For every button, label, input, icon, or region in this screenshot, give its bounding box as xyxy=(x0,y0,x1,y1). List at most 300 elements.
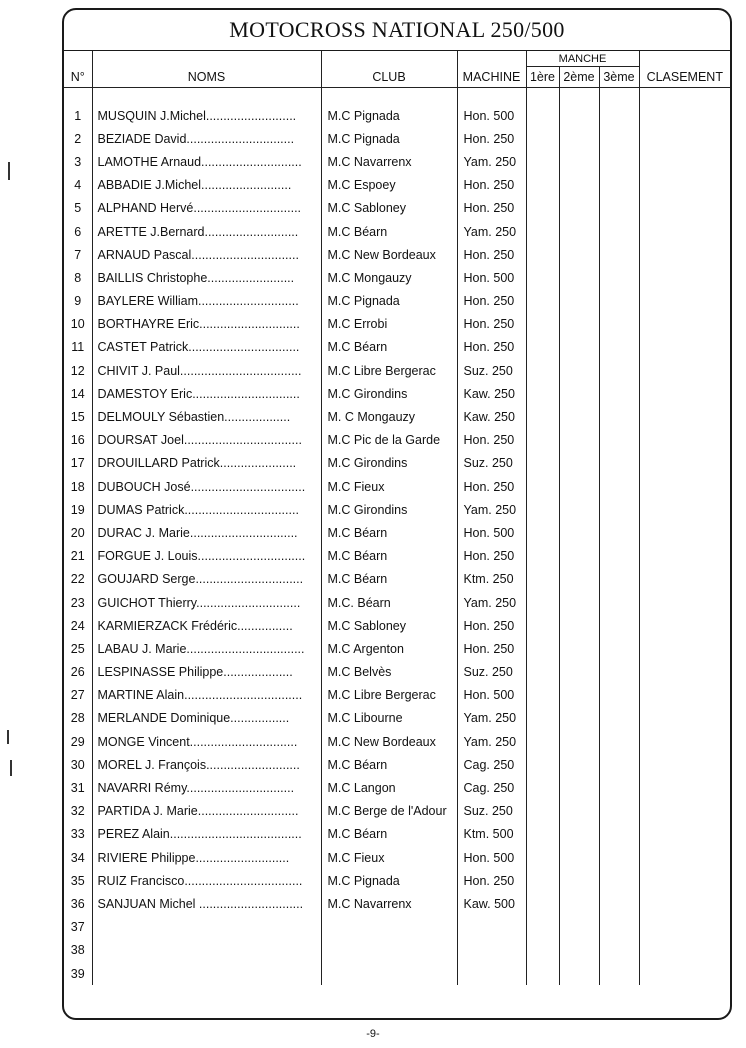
table-row xyxy=(64,290,730,313)
page-title xyxy=(64,10,730,51)
table-row xyxy=(64,429,730,452)
cell-manche-3 xyxy=(599,475,639,498)
cell-manche-2 xyxy=(559,405,599,428)
cell-classement xyxy=(639,150,730,173)
cell-classement xyxy=(639,336,730,359)
cell-nom xyxy=(92,962,321,985)
cell-manche-2 xyxy=(559,869,599,892)
cell-nom: MERLANDE Dominique................. xyxy=(92,707,321,730)
cell-club: M.C New Bordeaux xyxy=(321,730,457,753)
cell-club: M.C Girondins xyxy=(321,498,457,521)
cell-machine: Suz. 250 xyxy=(457,661,526,684)
cell-classement xyxy=(639,127,730,150)
table-row xyxy=(64,359,730,382)
cell-club: M.C Béarn xyxy=(321,521,457,544)
cell-machine: Hon. 250 xyxy=(457,545,526,568)
cell-manche-2 xyxy=(559,382,599,405)
cell-manche-3 xyxy=(599,104,639,127)
cell-classement xyxy=(639,220,730,243)
table-body xyxy=(64,88,730,986)
cell-nom: ARNAUD Pascal............................... xyxy=(92,243,321,266)
cell-manche-2 xyxy=(559,568,599,591)
cell-manche-2 xyxy=(559,174,599,197)
cell-manche-1 xyxy=(526,498,559,521)
cell-manche-2 xyxy=(559,800,599,823)
header-club: CLUB xyxy=(321,67,457,88)
cell-nom: MARTINE Alain.................................. xyxy=(92,684,321,707)
cell-nom: KARMIERZACK Frédéric................ xyxy=(92,614,321,637)
cell-manche-2 xyxy=(559,127,599,150)
page-title-text: MOTOCROSS NATIONAL 250/500 xyxy=(229,17,565,42)
cell-machine: Cag. 250 xyxy=(457,753,526,776)
cell-club: M.C Libourne xyxy=(321,707,457,730)
header-manche-2: 2ème xyxy=(559,67,599,88)
cell-num: 19 xyxy=(70,502,85,517)
cell-nom: PEREZ Alain...................................... xyxy=(92,823,321,846)
cell-manche-3 xyxy=(599,197,639,220)
cell-classement xyxy=(639,104,730,127)
cell-manche-1 xyxy=(526,707,559,730)
header-row xyxy=(64,67,730,88)
cell-num: 4 xyxy=(74,178,82,193)
cell-manche-3 xyxy=(599,452,639,475)
cell-manche-1 xyxy=(526,104,559,127)
cell-manche-3 xyxy=(599,800,639,823)
cell-num: 35 xyxy=(70,873,85,888)
cell-manche-2 xyxy=(559,498,599,521)
cell-manche-2 xyxy=(559,220,599,243)
cell-machine: Hon. 250 xyxy=(457,336,526,359)
cell-nom: BEZIADE David............................... xyxy=(92,127,321,150)
cell-classement xyxy=(639,243,730,266)
cell-club: M.C Navarrenx xyxy=(321,150,457,173)
table-row xyxy=(64,637,730,660)
cell-manche-2 xyxy=(559,150,599,173)
cell-club: M.C Girondins xyxy=(321,382,457,405)
cell-manche-2 xyxy=(559,916,599,939)
cell-manche-1 xyxy=(526,290,559,313)
cell-classement xyxy=(639,568,730,591)
cell-machine: Suz. 250 xyxy=(457,452,526,475)
cell-manche-2 xyxy=(559,730,599,753)
cell-nom: RUIZ Francisco.................................. xyxy=(92,869,321,892)
cell-classement xyxy=(639,405,730,428)
cell-classement xyxy=(639,661,730,684)
cell-num: 16 xyxy=(70,433,85,448)
cell-manche-1 xyxy=(526,521,559,544)
table-row xyxy=(64,475,730,498)
cell-club xyxy=(321,962,457,985)
cell-club: M.C Argenton xyxy=(321,637,457,660)
cell-manche-1 xyxy=(526,753,559,776)
header-num: N° xyxy=(64,67,92,88)
cell-manche-3 xyxy=(599,405,639,428)
cell-classement xyxy=(639,637,730,660)
cell-machine xyxy=(457,962,526,985)
cell-num: 12 xyxy=(70,363,85,378)
cell-nom xyxy=(92,916,321,939)
table-row xyxy=(64,150,730,173)
cell-num: 11 xyxy=(71,340,85,355)
table-row xyxy=(64,266,730,289)
cell-club: M.C Pignada xyxy=(321,104,457,127)
cell-num: 23 xyxy=(70,595,85,610)
cell-nom: LESPINASSE Philippe.................... xyxy=(92,661,321,684)
cell-manche-1 xyxy=(526,405,559,428)
cell-manche-3 xyxy=(599,290,639,313)
cell-machine xyxy=(457,939,526,962)
cell-manche-2 xyxy=(559,684,599,707)
table-row xyxy=(64,104,730,127)
cell-manche-1 xyxy=(526,939,559,962)
cell-manche-1 xyxy=(526,776,559,799)
cell-classement xyxy=(639,800,730,823)
cell-manche-2 xyxy=(559,591,599,614)
cell-classement xyxy=(639,197,730,220)
cell-manche-2 xyxy=(559,336,599,359)
cell-num: 17 xyxy=(70,456,85,471)
header-manche-3: 3ème xyxy=(599,67,639,88)
cell-num: 31 xyxy=(70,781,85,796)
cell-classement xyxy=(639,707,730,730)
cell-club: M.C Pignada xyxy=(321,869,457,892)
cell-manche-1 xyxy=(526,313,559,336)
cell-manche-3 xyxy=(599,521,639,544)
cell-manche-3 xyxy=(599,220,639,243)
cell-nom: ABBADIE J.Michel.......................... xyxy=(92,174,321,197)
cell-classement xyxy=(639,869,730,892)
cell-num: 18 xyxy=(70,479,85,494)
cell-manche-1 xyxy=(526,243,559,266)
cell-club xyxy=(321,916,457,939)
cell-manche-3 xyxy=(599,753,639,776)
cell-machine: Yam. 250 xyxy=(457,707,526,730)
table-row xyxy=(64,661,730,684)
cell-club: M.C New Bordeaux xyxy=(321,243,457,266)
cell-nom: SANJUAN Michel .............................. xyxy=(92,892,321,915)
cell-classement xyxy=(639,776,730,799)
table-row xyxy=(64,336,730,359)
cell-num: 5 xyxy=(74,201,82,216)
cell-nom: BAYLERE William............................. xyxy=(92,290,321,313)
cell-manche-1 xyxy=(526,823,559,846)
cell-nom: BORTHAYRE Eric............................. xyxy=(92,313,321,336)
cell-machine: Suz. 250 xyxy=(457,359,526,382)
table-row xyxy=(64,800,730,823)
cell-classement xyxy=(639,730,730,753)
cell-nom: BAILLIS Christophe......................... xyxy=(92,266,321,289)
cell-manche-2 xyxy=(559,429,599,452)
table-row xyxy=(64,220,730,243)
cell-club: M.C Berge de l'Adour xyxy=(321,800,457,823)
cell-manche-3 xyxy=(599,545,639,568)
cell-manche-3 xyxy=(599,382,639,405)
cell-manche-1 xyxy=(526,661,559,684)
cell-manche-3 xyxy=(599,916,639,939)
cell-club: M.C Navarrenx xyxy=(321,892,457,915)
cell-classement xyxy=(639,266,730,289)
cell-nom: ARETTE J.Bernard........................... xyxy=(92,220,321,243)
cell-classement xyxy=(639,313,730,336)
cell-club: M.C Errobi xyxy=(321,313,457,336)
cell-classement xyxy=(639,452,730,475)
cell-manche-1 xyxy=(526,545,559,568)
cell-num: 33 xyxy=(70,827,85,842)
cell-manche-3 xyxy=(599,730,639,753)
cell-manche-3 xyxy=(599,359,639,382)
cell-club: M.C Béarn xyxy=(321,823,457,846)
cell-machine: Ktm. 250 xyxy=(457,568,526,591)
cell-machine: Yam. 250 xyxy=(457,498,526,521)
cell-manche-1 xyxy=(526,730,559,753)
cell-club: M.C Béarn xyxy=(321,336,457,359)
cell-manche-3 xyxy=(599,568,639,591)
cell-club: M.C. Béarn xyxy=(321,591,457,614)
cell-nom: GUICHOT Thierry.............................. xyxy=(92,591,321,614)
table-row xyxy=(64,405,730,428)
cell-manche-2 xyxy=(559,521,599,544)
cell-nom: DAMESTOY Eric............................... xyxy=(92,382,321,405)
cell-nom: GOUJARD Serge............................... xyxy=(92,568,321,591)
cell-club: M.C Sabloney xyxy=(321,614,457,637)
cell-manche-1 xyxy=(526,174,559,197)
header-manche: MANCHE xyxy=(526,51,639,67)
cell-manche-3 xyxy=(599,661,639,684)
table-row xyxy=(64,869,730,892)
table-row xyxy=(64,846,730,869)
cell-machine: Kaw. 500 xyxy=(457,892,526,915)
cell-manche-2 xyxy=(559,452,599,475)
cell-machine: Kaw. 250 xyxy=(457,382,526,405)
cell-classement xyxy=(639,823,730,846)
cell-classement xyxy=(639,614,730,637)
cell-num: 32 xyxy=(70,804,85,819)
cell-classement xyxy=(639,290,730,313)
cell-manche-3 xyxy=(599,313,639,336)
cell-club: M.C Béarn xyxy=(321,568,457,591)
cell-nom: DUMAS Patrick................................. xyxy=(92,498,321,521)
cell-manche-3 xyxy=(599,498,639,521)
cell-num: 14 xyxy=(70,386,85,401)
cell-manche-1 xyxy=(526,892,559,915)
cell-manche-3 xyxy=(599,707,639,730)
cell-num: 39 xyxy=(70,966,85,981)
cell-manche-2 xyxy=(559,776,599,799)
cell-num: 24 xyxy=(70,618,85,633)
table-row xyxy=(64,127,730,150)
cell-nom: LAMOTHE Arnaud............................. xyxy=(92,150,321,173)
cell-club: M.C Pignada xyxy=(321,290,457,313)
table-row xyxy=(64,521,730,544)
cell-classement xyxy=(639,429,730,452)
cell-club: M.C Espoey xyxy=(321,174,457,197)
cell-manche-2 xyxy=(559,243,599,266)
table-row xyxy=(64,962,730,985)
cell-club: M.C Béarn xyxy=(321,545,457,568)
cell-num: 15 xyxy=(70,410,85,425)
page-number: -9- xyxy=(366,1028,380,1040)
cell-manche-3 xyxy=(599,174,639,197)
cell-club: M.C Sabloney xyxy=(321,197,457,220)
table-row xyxy=(64,730,730,753)
cell-num: 29 xyxy=(70,734,85,749)
cell-manche-2 xyxy=(559,661,599,684)
cell-nom: NAVARRI Rémy............................... xyxy=(92,776,321,799)
cell-machine: Hon. 500 xyxy=(457,266,526,289)
cell-machine: Hon. 250 xyxy=(457,313,526,336)
cell-manche-3 xyxy=(599,776,639,799)
cell-num: 34 xyxy=(70,850,85,865)
cell-machine: Hon. 250 xyxy=(457,197,526,220)
cell-classement xyxy=(639,939,730,962)
cell-manche-3 xyxy=(599,846,639,869)
cell-club: M.C Pignada xyxy=(321,127,457,150)
cell-manche-2 xyxy=(559,266,599,289)
cell-machine: Ktm. 500 xyxy=(457,823,526,846)
table-row xyxy=(64,313,730,336)
cell-classement xyxy=(639,545,730,568)
table-row xyxy=(64,243,730,266)
spacer-row xyxy=(64,88,730,105)
cell-manche-3 xyxy=(599,614,639,637)
cell-club: M.C Mongauzy xyxy=(321,266,457,289)
margin-mark xyxy=(10,760,12,776)
cell-manche-2 xyxy=(559,962,599,985)
cell-nom: MOREL J. François........................... xyxy=(92,753,321,776)
table-row xyxy=(64,568,730,591)
margin-mark xyxy=(8,162,10,180)
cell-nom: CASTET Patrick................................ xyxy=(92,336,321,359)
cell-classement xyxy=(639,892,730,915)
cell-club: M.C Libre Bergerac xyxy=(321,359,457,382)
cell-num: 8 xyxy=(74,270,82,285)
cell-num: 1 xyxy=(74,108,82,123)
cell-manche-3 xyxy=(599,869,639,892)
cell-manche-3 xyxy=(599,591,639,614)
cell-machine: Hon. 500 xyxy=(457,846,526,869)
cell-num: 21 xyxy=(70,549,85,564)
cell-manche-2 xyxy=(559,197,599,220)
cell-nom: CHIVIT J. Paul................................... xyxy=(92,359,321,382)
cell-club xyxy=(321,939,457,962)
cell-manche-3 xyxy=(599,127,639,150)
header-machine: MACHINE xyxy=(457,67,526,88)
cell-classement xyxy=(639,753,730,776)
cell-classement xyxy=(639,359,730,382)
table-row xyxy=(64,707,730,730)
cell-manche-1 xyxy=(526,127,559,150)
cell-machine: Yam. 250 xyxy=(457,730,526,753)
cell-classement xyxy=(639,382,730,405)
cell-manche-1 xyxy=(526,637,559,660)
cell-club: M. C Mongauzy xyxy=(321,405,457,428)
cell-nom: ALPHAND Hervé............................... xyxy=(92,197,321,220)
margin-mark xyxy=(7,730,9,744)
table-row xyxy=(64,753,730,776)
cell-manche-3 xyxy=(599,429,639,452)
cell-manche-1 xyxy=(526,266,559,289)
cell-manche-2 xyxy=(559,939,599,962)
cell-manche-2 xyxy=(559,846,599,869)
cell-machine: Kaw. 250 xyxy=(457,405,526,428)
cell-manche-2 xyxy=(559,892,599,915)
results-frame xyxy=(62,8,732,1020)
cell-machine: Hon. 250 xyxy=(457,429,526,452)
cell-manche-1 xyxy=(526,150,559,173)
cell-manche-1 xyxy=(526,846,559,869)
cell-classement xyxy=(639,475,730,498)
cell-num: 2 xyxy=(74,131,82,146)
cell-num: 27 xyxy=(70,688,85,703)
table-row xyxy=(64,174,730,197)
cell-nom: MONGE Vincent............................... xyxy=(92,730,321,753)
cell-nom: DROUILLARD Patrick...................... xyxy=(92,452,321,475)
cell-club: M.C Belvès xyxy=(321,661,457,684)
cell-num: 36 xyxy=(70,896,85,911)
cell-classement xyxy=(639,684,730,707)
cell-manche-1 xyxy=(526,614,559,637)
cell-manche-1 xyxy=(526,475,559,498)
cell-manche-1 xyxy=(526,429,559,452)
cell-manche-1 xyxy=(526,336,559,359)
cell-machine: Cag. 250 xyxy=(457,776,526,799)
table-row xyxy=(64,545,730,568)
cell-club: M.C Pic de la Garde xyxy=(321,429,457,452)
cell-club: M.C Fieux xyxy=(321,846,457,869)
cell-num: 38 xyxy=(70,943,85,958)
cell-machine: Yam. 250 xyxy=(457,150,526,173)
table-row xyxy=(64,498,730,521)
cell-manche-1 xyxy=(526,869,559,892)
cell-manche-2 xyxy=(559,707,599,730)
cell-classement xyxy=(639,498,730,521)
cell-nom xyxy=(92,939,321,962)
cell-club: M.C Langon xyxy=(321,776,457,799)
cell-num: 20 xyxy=(70,525,85,540)
cell-manche-1 xyxy=(526,962,559,985)
cell-manche-1 xyxy=(526,197,559,220)
cell-nom: LABAU J. Marie.................................. xyxy=(92,637,321,660)
cell-manche-2 xyxy=(559,823,599,846)
cell-machine: Hon. 500 xyxy=(457,684,526,707)
cell-classement xyxy=(639,846,730,869)
cell-machine: Hon. 250 xyxy=(457,127,526,150)
table-row xyxy=(64,892,730,915)
cell-manche-1 xyxy=(526,359,559,382)
cell-num: 9 xyxy=(74,294,82,309)
table-row xyxy=(64,614,730,637)
cell-machine: Suz. 250 xyxy=(457,800,526,823)
table-row xyxy=(64,823,730,846)
cell-nom: DELMOULY Sébastien................... xyxy=(92,405,321,428)
cell-classement xyxy=(639,591,730,614)
cell-num: 25 xyxy=(70,641,85,656)
cell-num: 26 xyxy=(70,665,85,680)
cell-manche-3 xyxy=(599,150,639,173)
cell-machine xyxy=(457,916,526,939)
cell-manche-2 xyxy=(559,475,599,498)
cell-num: 7 xyxy=(74,247,82,262)
header-noms: NOMS xyxy=(92,67,321,88)
cell-nom: MUSQUIN J.Michel.......................... xyxy=(92,104,321,127)
cell-manche-1 xyxy=(526,568,559,591)
cell-nom: DOURSAT Joel.................................. xyxy=(92,429,321,452)
cell-manche-2 xyxy=(559,290,599,313)
cell-machine: Hon. 500 xyxy=(457,521,526,544)
cell-machine: Hon. 250 xyxy=(457,290,526,313)
cell-manche-3 xyxy=(599,892,639,915)
cell-machine: Hon. 250 xyxy=(457,174,526,197)
